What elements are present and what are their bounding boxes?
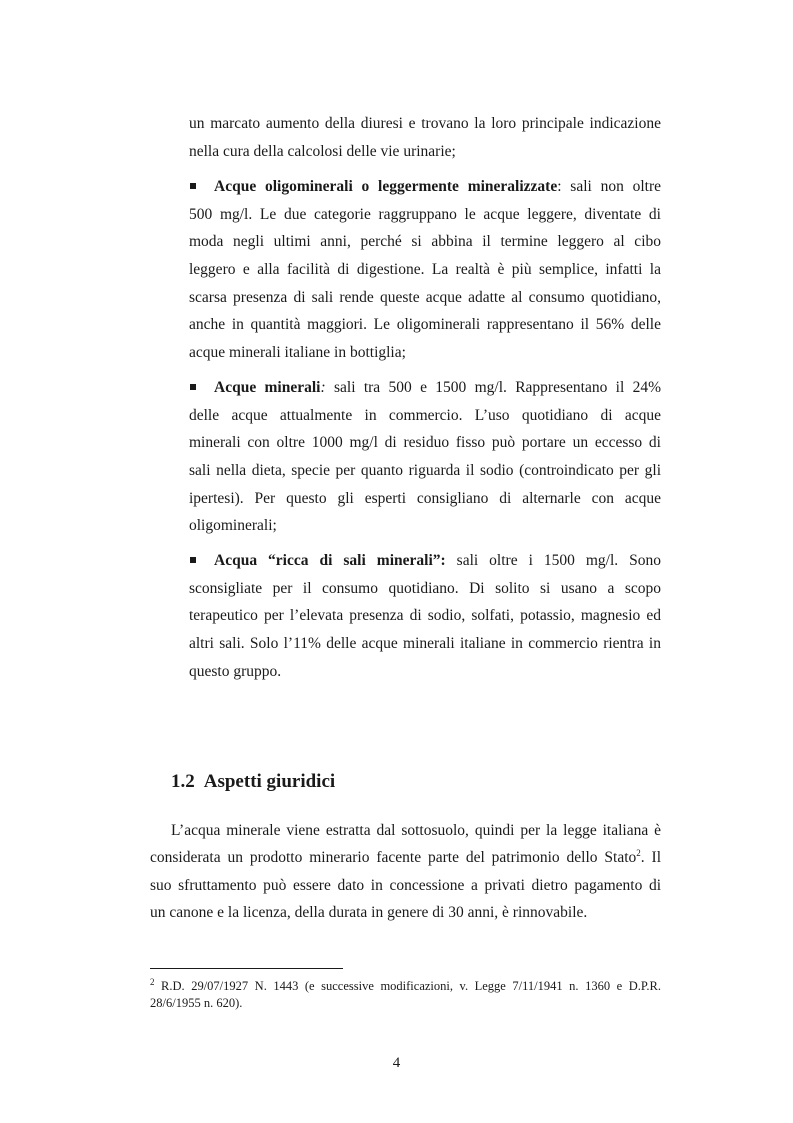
list-item-line: anche in quantità maggiori. Le oligominerali rappresentano il 56% delle	[189, 316, 661, 333]
footnote-marker: 2	[150, 976, 155, 987]
page-number: 4	[392, 1055, 401, 1071]
bullet-icon	[190, 557, 196, 563]
footnote-line: 28/6/1955 n. 620).	[150, 996, 243, 1010]
section-heading	[171, 769, 335, 795]
intro-line: un marcato aumento della diuresi e trovano la loro principale indicazione	[189, 115, 661, 132]
paragraph-line: un canone e la licenza, della durata in genere di 30 anni, è rinnovabile.	[150, 904, 588, 921]
list-item-line: 500 mg/l. Le due categorie raggruppano le acque leggere, diventate di	[189, 206, 661, 223]
section-number: 1.2	[171, 771, 195, 792]
paragraph-line: considerata un prodotto minerario facente parte del patrimonio dello Stato$^2$. Il	[150, 847, 662, 866]
paragraph-line: L’acqua minerale viene estratta dal sottosuolo, quindi per la legge italiana è	[171, 822, 661, 839]
footnote-reference[interactable]: 2	[636, 847, 641, 858]
list-item-line: delle acque attualmente in commercio. L’uso quotidiano di acque	[189, 407, 661, 424]
list-item-line: altri sali. Solo l’11% delle acque minerali italiane in commercio rientra in	[189, 635, 661, 652]
list-item-line: minerali con oltre 1000 mg/l di residuo fisso può portare un eccesso di	[189, 434, 661, 451]
bullet-icon	[190, 384, 196, 390]
list-item-line: questo gruppo.	[189, 663, 282, 680]
list-item-first-line: Acque minerali: sali tra 500 e 1500 mg/l. Rappresentano il 24%	[214, 379, 661, 396]
footnote-line: $^2$ R.D. 29/07/1927 N. 1443 (e successive modificazioni, v. Legge 7/11/1941 n. 1360 e D.P.R.	[150, 976, 661, 993]
intro-line: nella cura della calcolosi delle vie urinarie;	[189, 143, 456, 160]
list-item-line: leggero e alla facilità di digestione. La realtà è più semplice, infatti la	[189, 261, 661, 278]
footnote-divider	[150, 968, 343, 969]
list-item-line: scarsa presenza di sali rende queste acque adatte al consumo quotidiano,	[189, 289, 661, 306]
section-title: Aspetti giuridici	[203, 771, 336, 792]
list-item-line: sconsigliate per il consumo quotidiano. Di solito si usano a scopo	[189, 580, 661, 597]
list-item-line: acque minerali italiane in bottiglia;	[189, 344, 406, 361]
list-item-line: terapeutico per l’elevata presenza di sodio, solfati, potassio, magnesio ed	[189, 607, 661, 624]
list-item-line: oligominerali;	[189, 517, 277, 534]
list-item-first-line: Acqua “ricca di sali minerali”: sali oltre i 1500 mg/l. Sono	[214, 552, 662, 569]
list-item-first-line: Acque oligominerali o leggermente mineralizzate: sali non oltre	[214, 178, 661, 195]
list-item-line: moda negli ultimi anni, perché si abbina il termine leggero al cibo	[189, 233, 661, 250]
bullet-icon	[190, 183, 196, 189]
list-item-line: ipertesi). Per questo gli esperti consigliano di alternarle con acque	[189, 490, 661, 507]
paragraph-line: suo sfruttamento può essere dato in concessione a privati dietro pagamento di	[150, 877, 661, 894]
list-item-line: sali nella dieta, specie per quanto riguarda il sodio (controindicato per gli	[189, 462, 661, 479]
